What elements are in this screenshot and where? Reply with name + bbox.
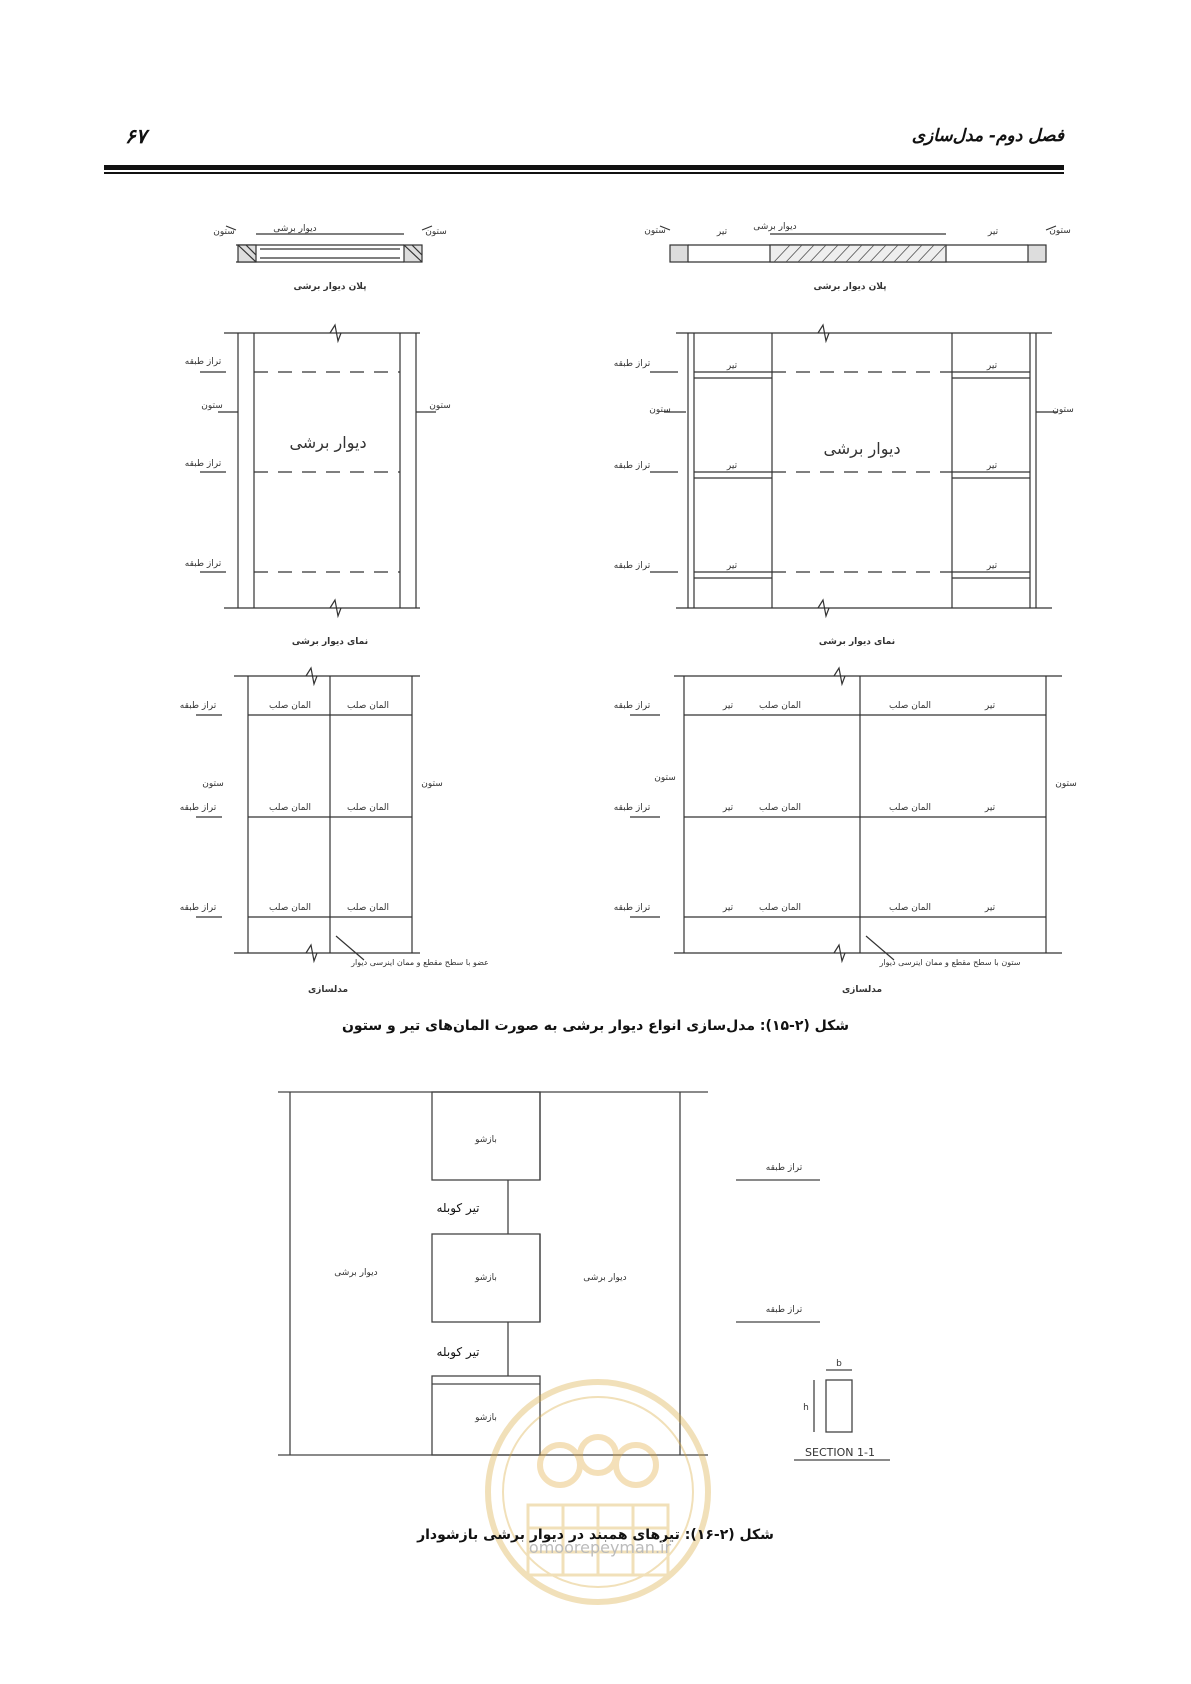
right-elev-beam-3: تیر	[726, 461, 738, 471]
right-elev-column-r: ستون	[1052, 405, 1074, 415]
right-plan-column-r: ستون	[1049, 226, 1071, 236]
right-model-column-r: ستون	[1055, 779, 1077, 789]
left-model-floor-3: تراز طبقه	[179, 903, 217, 913]
right-elev-column-l: ستون	[649, 405, 671, 415]
left-model-elem-4: المان صلب	[346, 803, 390, 813]
right-model-beam-4: تیر	[984, 803, 996, 813]
left-elev-column-r: ستون	[429, 401, 451, 411]
left-model-floor-2: تراز طبقه	[179, 803, 217, 813]
right-model-elem-1: المان صلب	[758, 701, 802, 711]
fig16-coupling-beam-1: تیر کوبله	[436, 1201, 480, 1215]
left-model-note: عضو با سطح مقطع و ممان اینرسی دیوار	[351, 958, 489, 967]
left-plan-wall: دیوار برشی	[273, 224, 317, 234]
left-model-column-r: ستون	[421, 779, 443, 789]
right-elev-beam-2: تیر	[986, 361, 998, 371]
fig16-wall-left: دیوار برشی	[334, 1268, 378, 1278]
left-model	[196, 668, 420, 961]
right-model-label: مدلسازی	[841, 985, 883, 995]
right-model-elem-4: المان صلب	[888, 803, 932, 813]
fig16-opening-3: بازشو	[475, 1413, 497, 1423]
left-plan-column-r: ستون	[425, 227, 447, 237]
left-elev-floor-3: تراز طبقه	[184, 559, 222, 569]
fig16-section-title: SECTION 1-1	[805, 1446, 875, 1459]
fig16-wall-right: دیوار برشی	[583, 1273, 627, 1283]
watermark-site: omoorepeyman.ir	[528, 1538, 672, 1557]
left-plan	[226, 226, 432, 262]
figure-16-caption: شکل (۲-۱۶): تیرهای همبند در دیوار برشی بازشودار	[417, 1527, 774, 1543]
left-model-floor-1: تراز طبقه	[179, 701, 217, 711]
right-model-beam-3: تیر	[722, 803, 734, 813]
right-model-elem-5: المان صلب	[758, 903, 802, 913]
fig16-opening-2: بازشو	[475, 1273, 497, 1283]
right-elev-beam-4: تیر	[986, 461, 998, 471]
left-model-elem-6: المان صلب	[346, 903, 390, 913]
left-elev-column-l: ستون	[201, 401, 223, 411]
right-plan-beam-r: تیر	[987, 227, 999, 237]
left-model-elem-3: المان صلب	[268, 803, 312, 813]
right-model-elem-2: المان صلب	[888, 701, 932, 711]
right-plan-label: پلان دیوار برشی	[813, 282, 887, 292]
right-model-beam-6: تیر	[984, 903, 996, 913]
fig16-coupling-beam-2: تیر کوبله	[436, 1345, 480, 1359]
left-elevation	[200, 325, 436, 616]
fig16-floor-2: تراز طبقه	[765, 1305, 803, 1315]
right-elev-floor-3: تراز طبقه	[613, 561, 651, 571]
right-model-elem-6: المان صلب	[888, 903, 932, 913]
right-model-floor-1: تراز طبقه	[613, 701, 651, 711]
right-model-beam-5: تیر	[722, 903, 734, 913]
right-plan-beam-l: تیر	[716, 227, 728, 237]
right-elev-floor-1: تراز طبقه	[613, 359, 651, 369]
fig16-dim-b: b	[836, 1359, 842, 1369]
right-model-note: ستون با سطح مقطع و ممان اینرسی دیوار	[879, 958, 1021, 967]
right-elevation-wall: دیوار برشی	[823, 439, 901, 458]
right-model-elem-3: المان صلب	[758, 803, 802, 813]
right-model-floor-2: تراز طبقه	[613, 803, 651, 813]
watermark-emblem	[488, 1382, 708, 1602]
right-elevation-label: نمای دیوار برشی	[818, 637, 896, 647]
right-plan-column-l: ستون	[644, 226, 666, 236]
right-elev-beam-5: تیر	[726, 561, 738, 571]
right-plan-wall: دیوار برشی	[753, 222, 797, 232]
right-model	[630, 668, 1062, 961]
left-model-elem-5: المان صلب	[268, 903, 312, 913]
right-model-beam-1: تیر	[722, 701, 734, 711]
left-plan-column-l: ستون	[213, 227, 235, 237]
right-model-column-l: ستون	[654, 773, 676, 783]
right-model-floor-3: تراز طبقه	[613, 903, 651, 913]
left-elev-floor-2: تراز طبقه	[184, 459, 222, 469]
fig16-floor-1: تراز طبقه	[765, 1163, 803, 1173]
figure-15-caption: شکل (۲-۱۵): مدل‌سازی انواع دیوار برشی به صورت المان‌های تیر و ستون	[341, 1018, 850, 1034]
left-elev-floor-1: تراز طبقه	[184, 357, 222, 367]
right-elev-beam-1: تیر	[726, 361, 738, 371]
fig16-dim-h: h	[803, 1403, 809, 1413]
page-number: ۶۷	[125, 124, 147, 148]
fig16-opening-1: بازشو	[475, 1135, 497, 1145]
right-elev-beam-6: تیر	[986, 561, 998, 571]
right-model-beam-2: تیر	[984, 701, 996, 711]
left-model-elem-2: المان صلب	[346, 701, 390, 711]
left-plan-label: پلان دیوار برشی	[293, 282, 367, 292]
left-model-elem-1: المان صلب	[268, 701, 312, 711]
left-elevation-label: نمای دیوار برشی	[291, 637, 369, 647]
chapter-title: فصل دوم- مدل‌سازی	[911, 126, 1064, 146]
left-model-column-l: ستون	[202, 779, 224, 789]
left-model-label: مدلسازی	[307, 985, 349, 995]
left-elevation-wall: دیوار برشی	[289, 433, 367, 452]
right-elev-floor-2: تراز طبقه	[613, 461, 651, 471]
